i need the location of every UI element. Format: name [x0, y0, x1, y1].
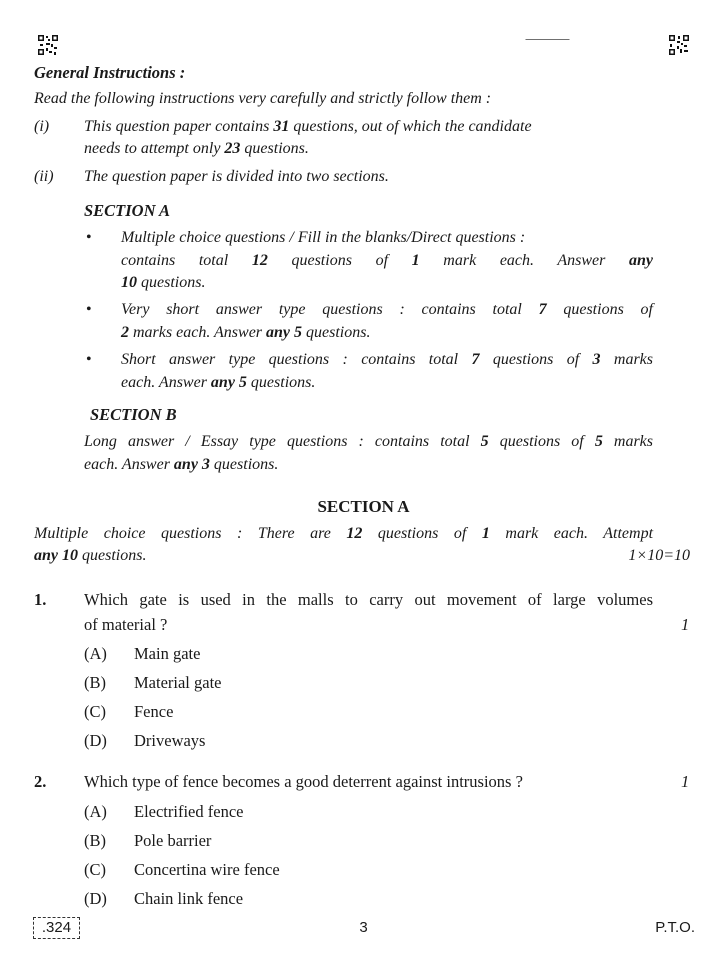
bullet-text: 10 questions.: [121, 274, 206, 291]
bullet-text: each. Answer any 5 questions.: [121, 374, 316, 391]
section-b-text: Long answer / Essay type questions : contains total 5 questions of 5 marks: [84, 433, 654, 450]
section-a-instruction-heading: SECTION A: [84, 201, 171, 220]
bullet-text: Short answer type questions : contains total 7 questions of 3 marks: [121, 351, 653, 368]
bullet-text: 2 marks each. Answer any 5 questions.: [121, 324, 371, 341]
question-text: of material ?: [84, 615, 168, 634]
question-number: 2.: [34, 772, 47, 791]
section-a-instruction: Multiple choice questions : There are 12 questions of 1 mark each. Attempt: [34, 525, 654, 542]
option-label: (C): [84, 702, 106, 721]
question-number: 1.: [34, 590, 47, 609]
option-label: (D): [84, 889, 107, 908]
page-number: 3: [359, 919, 368, 936]
option-label: (B): [84, 673, 106, 692]
option-text: Driveways: [134, 731, 206, 750]
qr-code-icon: [668, 34, 690, 56]
bullet-text: Very short answer type questions : contains total 7 questions of: [121, 301, 653, 318]
option-text: Material gate: [134, 673, 222, 692]
item-text: This question paper contains 31 questions, out of which the candidate: [84, 118, 532, 135]
instructions-intro: Read the following instructions very carefully and strictly follow them :: [34, 90, 492, 107]
option-text: Fence: [134, 702, 174, 721]
paper-code-box: .324: [33, 917, 80, 939]
bullet-text: contains total 12 questions of 1 mark each. Answer any: [121, 252, 654, 269]
item-text: needs to attempt only 23 questions.: [84, 140, 309, 157]
item-marker: (ii): [34, 168, 54, 185]
item-marker: (i): [34, 118, 50, 135]
item-text: The question paper is divided into two sections.: [84, 168, 389, 185]
bullet: •: [86, 351, 92, 368]
question-text: Which gate is used in the malls to carry out movement of large volumes: [84, 590, 653, 609]
option-label: (A): [84, 644, 107, 663]
bullet: •: [86, 229, 92, 246]
option-label: (A): [84, 802, 107, 821]
section-a-heading: SECTION A: [317, 497, 410, 516]
section-a-instruction: any 10 questions.: [34, 547, 147, 564]
header-dotted-line: ............................................: [525, 33, 569, 42]
general-instructions-heading: General Instructions :: [34, 63, 186, 82]
section-b-text: each. Answer any 3 questions.: [84, 456, 279, 473]
option-text: Concertina wire fence: [134, 860, 280, 879]
bullet: •: [86, 301, 92, 318]
option-text: Chain link fence: [134, 889, 244, 908]
question-text: Which type of fence becomes a good deterrent against intrusions ?: [84, 772, 523, 791]
option-text: Pole barrier: [134, 831, 212, 850]
section-a-marks: 1×10=10: [628, 547, 690, 564]
option-text: Main gate: [134, 644, 201, 663]
bullet-text: Multiple choice questions / Fill in the blanks/Direct questions :: [121, 229, 526, 246]
option-label: (D): [84, 731, 107, 750]
section-b-instruction-heading: SECTION B: [90, 405, 177, 424]
question-marks: 1: [681, 615, 690, 634]
option-label: (B): [84, 831, 106, 850]
pto-label: P.T.O.: [655, 919, 695, 936]
option-label: (C): [84, 860, 106, 879]
option-text: Electrified fence: [134, 802, 244, 821]
question-marks: 1: [681, 772, 690, 791]
qr-code-icon: [37, 34, 59, 56]
